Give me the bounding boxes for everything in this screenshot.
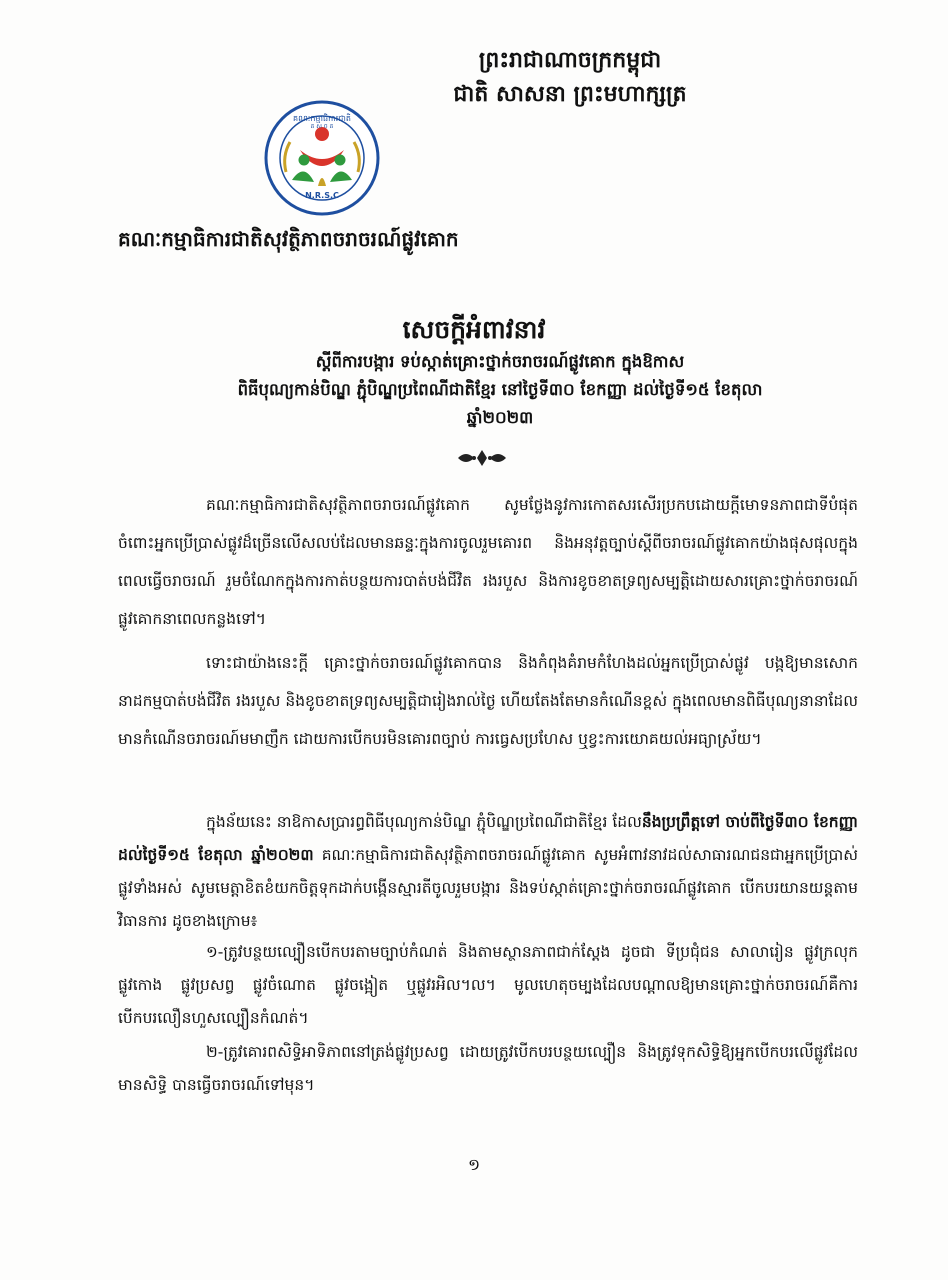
logo-top-text: គណៈកម្មាធិការជាតិ — [293, 114, 351, 123]
paragraph-2-text: ទោះជាយ៉ាងនេះក្តី គ្រោះថ្នាក់ចរាចរណ៍ផ្លូវគោកបាន និងកំពុងគំរាមកំហែងដល់អ្នកប្រើប្រាស់ផ្លូវ បង្កឱ្យមានសោកនាដកម្មបាត់បង់ជីវិត រងរបួស និងខូចខាតទ្រព្យសម្បត្តិជារៀងរាល់ថ្ងៃ ហើយតែងតែមានកំណើនខ្ពស់ ក្នុងពេលមានពិធីបុណ្យនានាដែលមានកំណើនចរាចរណ៍មមាញឹក ដោយការបើកបរមិនគោរពច្បាប់ ការធ្វេសប្រហែស ឬខ្វះការយោគយល់អធ្យាស្រ័យ។ — [118, 654, 858, 748]
kingdom-header — [360, 44, 780, 112]
subtitle-line-2: ពិធីបុណ្យកាន់បិណ្ឌ ភ្ជុំបិណ្ឌប្រពៃណីជាតិខ្មែរ នៅថ្ងៃទី៣០ ខែកញ្ញា ដល់ថ្ងៃទី១៥ ខែតុលា — [237, 380, 763, 399]
subtitle-line-1: ស្តីពីការបង្ការ ទប់ស្កាត់គ្រោះថ្នាក់ចរាចរណ៍ផ្លូវគោក ក្នុងឱកាស — [315, 352, 685, 371]
paragraph-3-rest: គណៈកម្មាធិការជាតិសុវត្ថិភាពចរាចរណ៍ផ្លូវគោក សូមអំពាវនាវដល់សាធារណជនជាអ្នកប្រើប្រាស់ផ្លូវទាំងអស់ សូមមេត្តាខិតខំយកចិត្តទុកដាក់បង្កើនស្មារតីចូលរួមបង្ការ និងទប់ស្កាត់គ្រោះថ្នាក់ចរាចរណ៍ផ្លូវគោក បើកបរយានយន្តតាមវិធានការ ដូចខាងក្រោម៖ — [118, 846, 858, 930]
measure-item-1 — [118, 936, 858, 1035]
measure-item-2 — [118, 1036, 858, 1102]
paragraph-2 — [118, 644, 858, 758]
paragraph-3-dates: នឹងប្រព្រឹត្តទៅ ចាប់ពីថ្ងៃទី៣០ ខែកញ្ញា ដល់ថ្ងៃទី១៥ ខែតុលា ឆ្នាំ២០២៣ — [118, 813, 859, 864]
kingdom-line-2: ជាតិ សាសនា ព្រះមហាក្សត្រ — [453, 82, 687, 107]
ornament-divider-icon — [456, 448, 508, 468]
subtitle-line-3: ឆ្នាំ២០២៣ — [466, 408, 534, 427]
page-number: ១ — [467, 1155, 481, 1174]
measure-item-2-text: ២-ត្រូវគោរពសិទ្ធិអាទិភាពនៅត្រង់ផ្លូវប្រសព្វ ដោយត្រូវបើកបរបន្ថយល្បឿន និងត្រូវទុកសិទ្ធិឱ្យអ្នកបើកបរលើផ្លូវដែលមានសិទ្ធិ បានធ្វើចរាចរណ៍ទៅមុន។ — [118, 1043, 858, 1094]
page-title: សេចក្តីអំពាវនាវ — [402, 315, 546, 344]
paragraph-1 — [118, 486, 858, 638]
document-subtitle — [130, 348, 870, 432]
paragraph-1-text: គណៈកម្មាធិការជាតិសុវត្ថិភាពចរាចរណ៍ផ្លូវគោក សូមថ្លែងនូវការកោតសរសើរប្រកបដោយក្តីមោទនភាពជាទីបំផុត ចំពោះអ្នកប្រើប្រាស់ផ្លូវដ៏ច្រើនលើសលប់ដែលមានឆន្ទៈក្នុងការចូលរួមគោរព និងអនុវត្តច្បាប់ស្តីពីចរាចរណ៍ផ្លូវគោកយ៉ាងផុសផុលក្នុងពេលធ្វើចរាចរណ៍ រួមចំណែកក្នុងការកាត់បន្ថយការបាត់បង់ជីវិត រងរបួស និងការខូចខាតទ្រព្យសម្បត្តិដោយសារគ្រោះថ្នាក់ចរាចរណ៍ផ្លូវគោកនាពេលកន្លងទៅ។ — [118, 496, 858, 628]
committee-logo — [262, 98, 382, 218]
kingdom-line-1: ព្រះរាជាណាចក្រកម្ពុជា — [478, 48, 662, 73]
measure-item-1-text: ១-ត្រូវបន្ថយល្បឿនបើកបរតាមច្បាប់កំណត់ និងតាមស្ថានភាពជាក់ស្តែង ដូចជា ទីប្រជុំជន សាលារៀន ផ្លូវក្រលុក ផ្លូវកោង ផ្លូវប្រសព្វ ផ្លូវចំណោត ផ្លូវចង្អៀត ឬផ្លូវរអិល។ល។ មូលហេតុចម្បងដែលបណ្តាលឱ្យមានគ្រោះថ្នាក់ចរាចរណ៍គឺការបើកបរលឿនហួសល្បឿនកំណត់។ — [118, 943, 858, 1027]
logo-bottom-text: N.R.S.C — [305, 191, 339, 200]
committee-name: គណៈកម្មាធិការជាតិសុវត្ថិភាពចរាចរណ៍ផ្លូវគោក — [118, 227, 459, 251]
logo-side-text: គ ស ច គ — [310, 123, 334, 130]
paragraph-3 — [118, 806, 858, 938]
paragraph-3-lead: ក្នុងន័យនេះ នាឱកាសប្រារព្ធពិធីបុណ្យកាន់បិណ្ឌ ភ្ជុំបិណ្ឌប្រពៃណីជាតិខ្មែរ ដែល — [206, 813, 642, 831]
